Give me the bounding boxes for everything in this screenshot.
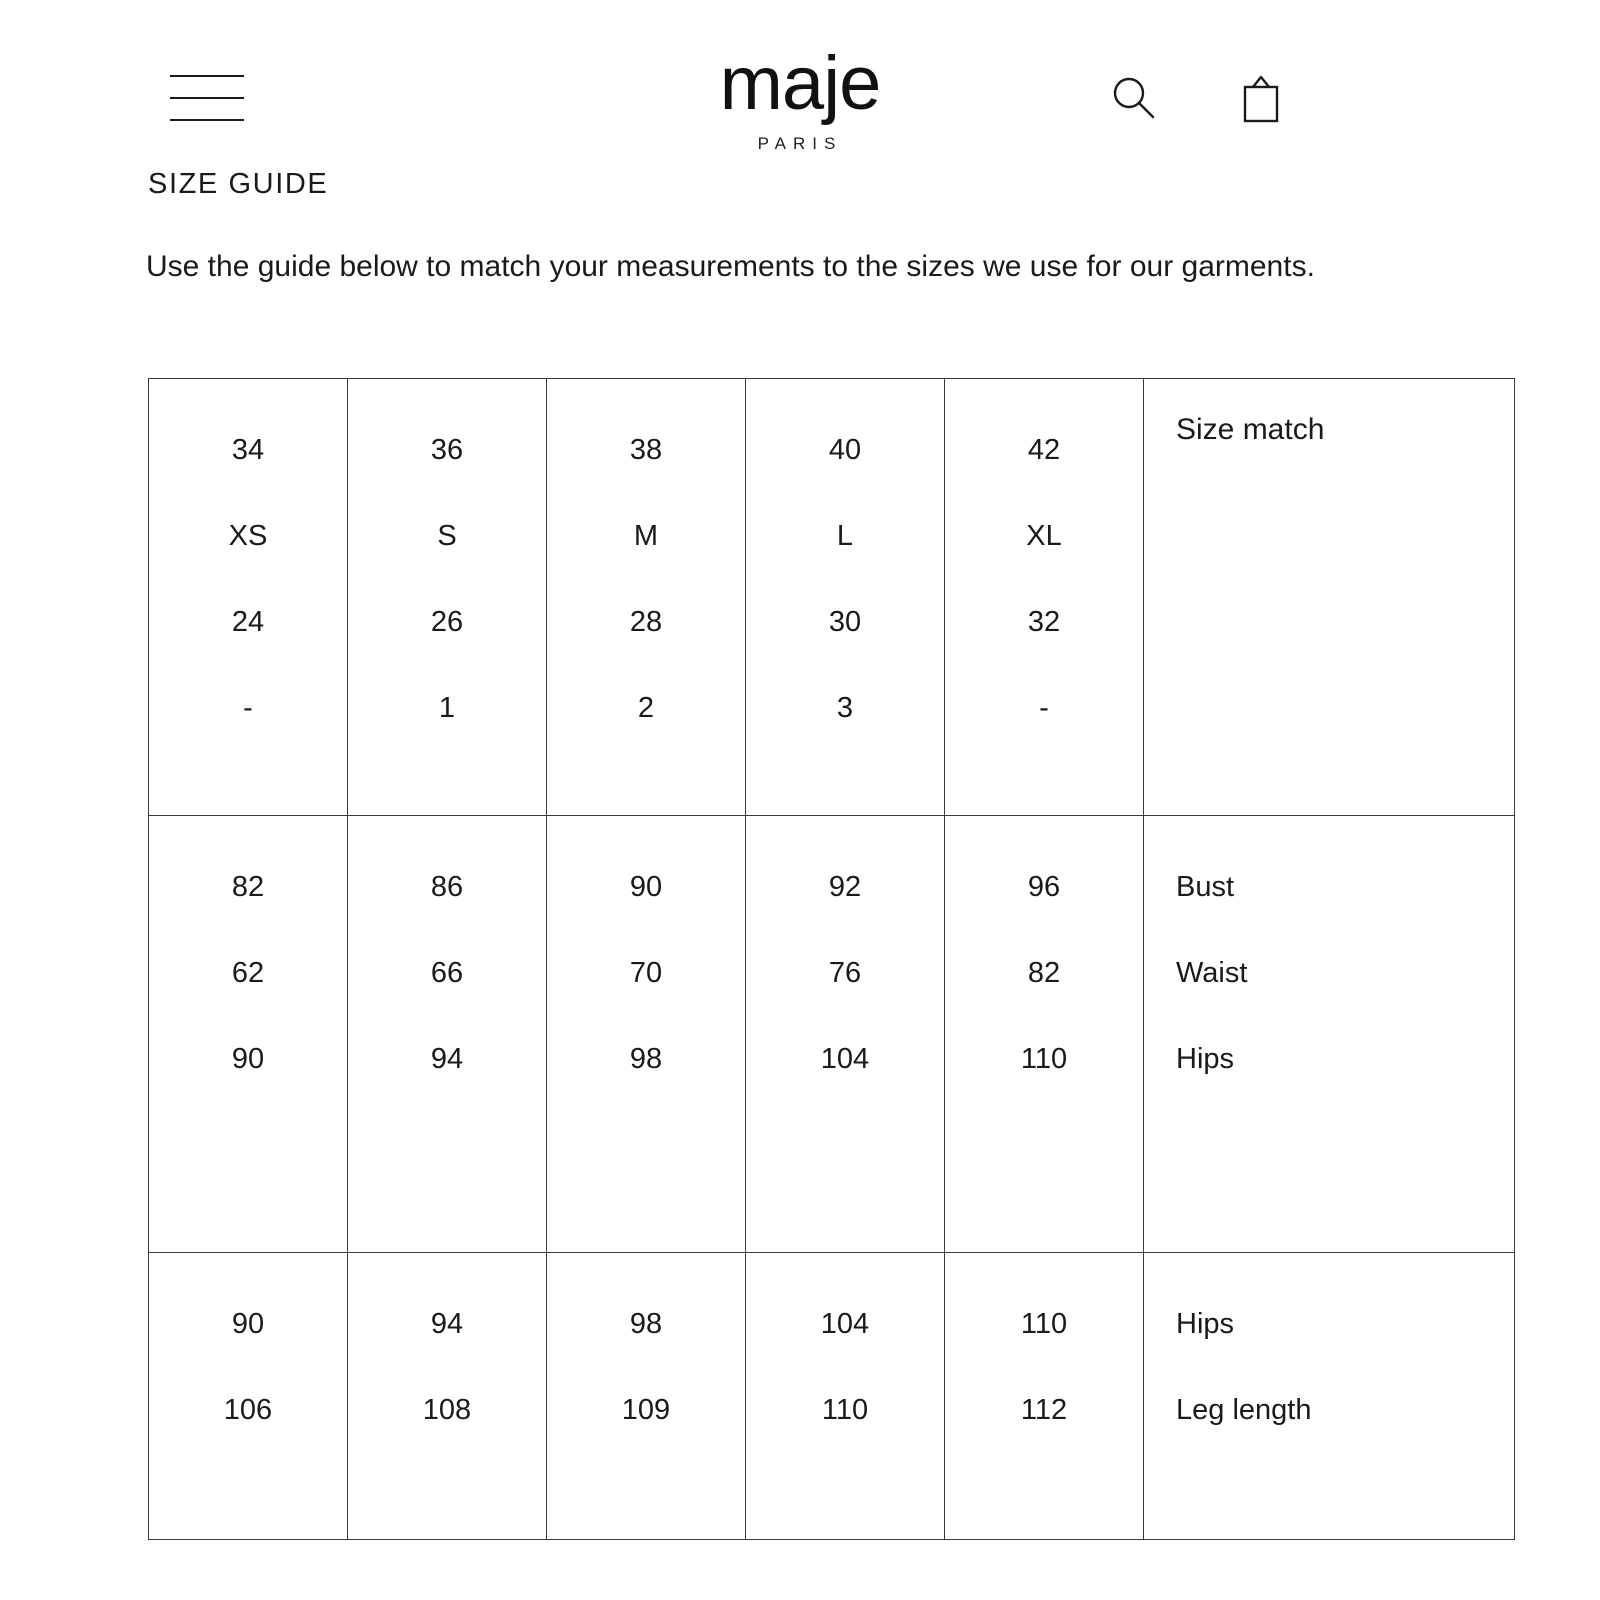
cell-value: M [633, 520, 659, 552]
cell-value: 82 [1027, 957, 1061, 989]
size-col-0 [149, 379, 348, 816]
cell-value: 82 [231, 871, 265, 903]
cell-value: 112 [1020, 1394, 1068, 1426]
cell-value: 109 [621, 1394, 671, 1426]
table-row [149, 816, 1515, 1253]
measure-labels-cell [1144, 816, 1515, 1253]
cell-value: 92 [828, 871, 862, 903]
measure-col-4 [945, 816, 1144, 1253]
menu-bar-2 [170, 97, 244, 99]
cell-value: 110 [1020, 1043, 1068, 1075]
cell-value: 110 [821, 1394, 869, 1426]
size-col-4 [945, 379, 1144, 816]
hamburger-menu-icon[interactable] [170, 75, 244, 121]
cell-value: 36 [430, 434, 464, 466]
cell-value: 96 [1027, 871, 1061, 903]
cell-value: 90 [231, 1043, 265, 1075]
lower-col-1 [348, 1253, 547, 1540]
shopping-bag-icon[interactable] [1235, 72, 1287, 124]
cell-value: 110 [1020, 1308, 1068, 1340]
cell-value: 34 [231, 434, 265, 466]
cell-value: 66 [430, 957, 464, 989]
cell-value: 94 [430, 1308, 464, 1340]
brand-subtitle: PARIS [757, 134, 843, 153]
cell-value: 32 [1027, 606, 1061, 638]
lower-col-3 [746, 1253, 945, 1540]
cell-value: 90 [231, 1308, 265, 1340]
table-row [149, 1253, 1515, 1540]
lower-labels-cell [1144, 1253, 1515, 1540]
lower-col-4 [945, 1253, 1144, 1540]
cell-value: L [836, 520, 854, 552]
brand-name: maje [719, 41, 881, 126]
cell-value: 42 [1027, 434, 1061, 466]
menu-bar-1 [170, 75, 244, 77]
measure-col-3 [746, 816, 945, 1253]
cell-value: 106 [223, 1394, 273, 1426]
site-header [0, 0, 1600, 170]
size-guide-table [148, 378, 1515, 1540]
lower-col-0 [149, 1253, 348, 1540]
cell-value: XS [228, 520, 268, 552]
row-label: Bust [1176, 871, 1235, 903]
lower-col-2 [547, 1253, 746, 1540]
measure-col-2 [547, 816, 746, 1253]
cell-value: - [1039, 692, 1049, 724]
cell-value: S [437, 520, 457, 552]
size-match-cell [1144, 379, 1515, 816]
row-label: Leg length [1176, 1394, 1312, 1426]
size-col-3 [746, 379, 945, 816]
row-label: Hips [1176, 1308, 1235, 1340]
cell-value: 70 [629, 957, 663, 989]
cell-value: 30 [828, 606, 862, 638]
cell-value: 98 [629, 1043, 663, 1075]
cell-value: 2 [637, 692, 655, 724]
page-title: SIZE GUIDE [148, 168, 329, 200]
size-col-2 [547, 379, 746, 816]
intro-text: Use the guide below to match your measurements to the sizes we use for our garments. [146, 250, 1315, 283]
cell-value: 98 [629, 1308, 663, 1340]
search-icon[interactable] [1107, 72, 1159, 124]
cell-value: 40 [828, 434, 862, 466]
cell-value: 76 [828, 957, 862, 989]
row-label: Waist [1176, 957, 1248, 989]
cell-value: 3 [836, 692, 854, 724]
cell-value: 24 [231, 606, 265, 638]
cell-value: 86 [430, 871, 464, 903]
table-row [149, 379, 1515, 816]
measure-col-1 [348, 816, 547, 1253]
cell-value: 104 [820, 1308, 870, 1340]
measure-col-0 [149, 816, 348, 1253]
cell-value: 94 [430, 1043, 464, 1075]
cell-value: XL [1026, 520, 1062, 552]
menu-bar-3 [170, 119, 244, 121]
cell-value: 38 [629, 434, 663, 466]
cell-value: 28 [629, 606, 663, 638]
cell-value: 1 [438, 692, 456, 724]
cell-value: - [243, 692, 253, 724]
size-col-1 [348, 379, 547, 816]
cell-value: 26 [430, 606, 464, 638]
cell-value: 108 [422, 1394, 472, 1426]
cell-value: 104 [820, 1043, 870, 1075]
cell-value: 90 [629, 871, 663, 903]
cell-value: 62 [231, 957, 265, 989]
row-label: Hips [1176, 1043, 1235, 1075]
size-match-header: Size match [1176, 413, 1325, 446]
